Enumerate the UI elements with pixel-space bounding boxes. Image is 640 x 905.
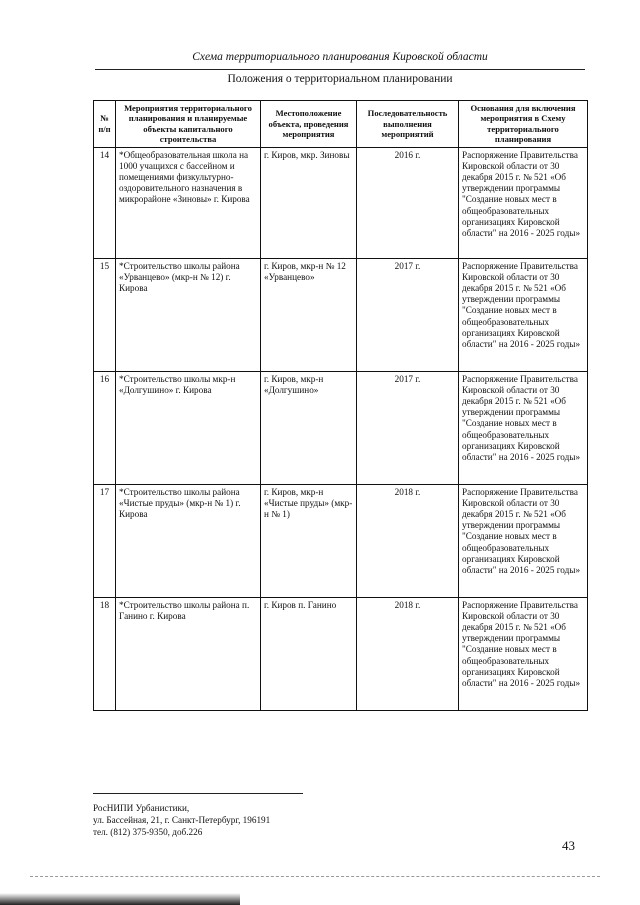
col-header-num: № п/п (94, 101, 116, 148)
table-row (94, 147, 588, 258)
row-measure: *Общеобразовательная школа на 1000 учащихся с бассейном и помещениями физкультурно-оздоровительного назначения в микрорайоне «Зиновы» г. Кирова (116, 147, 261, 258)
row-basis: Распоряжение Правительства Кировской области от 30 декабря 2015 г. № 521 «Об утверждении программы "Создание новых мест в общеобразовательных организациях Кировской области" на 2016 - 2025 годы» (459, 258, 588, 371)
table-header-row (94, 101, 588, 148)
document-title: Схема территориального планирования Кировской области (192, 51, 488, 63)
col-header-sequence: Последовательность выполнения мероприятий (357, 101, 459, 148)
row-sequence: 2018 г. (357, 484, 459, 597)
row-number: 16 (94, 371, 116, 484)
row-number: 14 (94, 147, 116, 258)
row-basis: Распоряжение Правительства Кировской области от 30 декабря 2015 г. № 521 «Об утверждении программы "Создание новых мест в общеобразовательных организациях Кировской области" на 2016 - 2025 годы» (459, 597, 588, 710)
col-header-location: Местоположение объекта, проведения мероприятия (261, 101, 357, 148)
page-number: 43 (562, 838, 575, 853)
row-sequence: 2017 г. (357, 371, 459, 484)
row-location: г. Киров п. Ганино (261, 597, 357, 710)
header-rule (95, 69, 585, 70)
row-measure: *Строительство школы района «Урванцево» (мкр-н № 12) г. Кирова (116, 258, 261, 371)
row-sequence: 2018 г. (357, 597, 459, 710)
footer-address: ул. Бассейная, 21, г. Санкт-Петербург, 196191 (93, 815, 271, 825)
col-header-basis: Основания для включения мероприятия в Схему территориального планирования (459, 101, 588, 148)
scan-artifact-shadow (0, 893, 240, 905)
document-subtitle: Положения о территориальном планировании (227, 73, 453, 85)
row-number: 15 (94, 258, 116, 371)
page-header (95, 40, 585, 87)
col-header-measure: Мероприятия территориального планирования и планируемые объекты капитального строительства (116, 101, 261, 148)
footer-rule (93, 793, 303, 794)
row-measure: *Строительство школы района п. Ганино г. Кирова (116, 597, 261, 710)
row-basis: Распоряжение Правительства Кировской области от 30 декабря 2015 г. № 521 «Об утверждении программы "Создание новых мест в общеобразовательных организациях Кировской области" на 2016 - 2025 годы» (459, 371, 588, 484)
scan-artifact-line (30, 876, 600, 877)
row-location: г. Киров, мкр. Зиновы (261, 147, 357, 258)
row-location: г. Киров, мкр-н «Долгушино» (261, 371, 357, 484)
table-row (94, 258, 588, 371)
row-number: 17 (94, 484, 116, 597)
row-basis: Распоряжение Правительства Кировской области от 30 декабря 2015 г. № 521 «Об утверждении программы "Создание новых мест в общеобразовательных организациях Кировской области" на 2016 - 2025 годы» (459, 484, 588, 597)
footer-phone: тел. (812) 375-9350, доб.226 (93, 827, 203, 837)
row-location: г. Киров, мкр-н № 12 «Урванцево» (261, 258, 357, 371)
table-row (94, 597, 588, 710)
row-measure: *Строительство школы мкр-н «Долгушино» г. Кирова (116, 371, 261, 484)
table-row (94, 484, 588, 597)
row-measure: *Строительство школы района «Чистые пруды» (мкр-н № 1) г. Кирова (116, 484, 261, 597)
row-sequence: 2017 г. (357, 258, 459, 371)
page-footer (93, 793, 583, 838)
table-row (94, 371, 588, 484)
row-location: г. Киров, мкр-н «Чистые пруды» (мкр-н № 1) (261, 484, 357, 597)
footer-organization: РосНИПИ Урбанистики, (93, 803, 190, 813)
row-number: 18 (94, 597, 116, 710)
measures-table (93, 100, 588, 711)
row-sequence: 2016 г. (357, 147, 459, 258)
row-basis: Распоряжение Правительства Кировской области от 30 декабря 2015 г. № 521 «Об утверждении программы "Создание новых мест в общеобразовательных организациях Кировской области" на 2016 - 2025 годы» (459, 147, 588, 258)
